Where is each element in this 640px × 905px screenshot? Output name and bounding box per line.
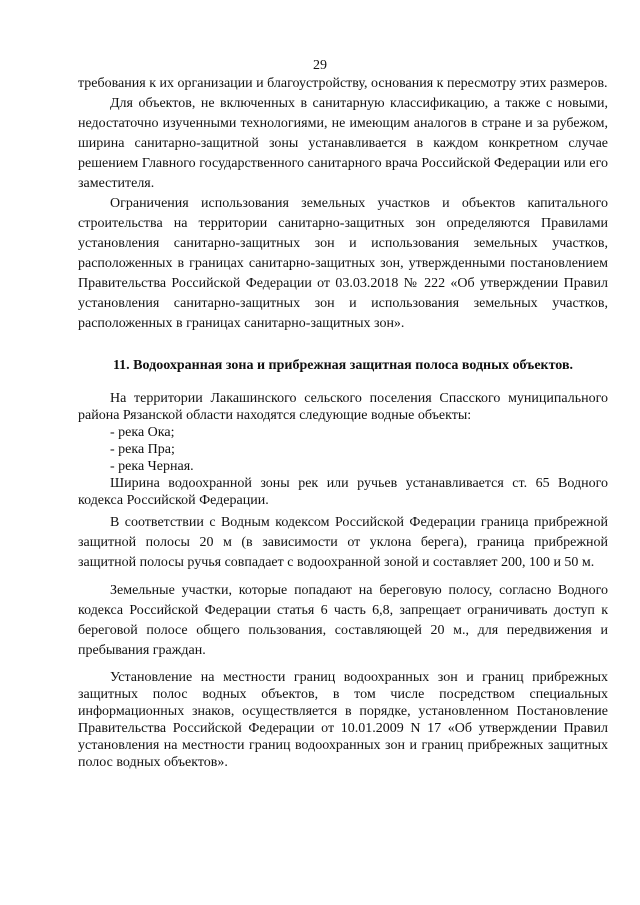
paragraph-unclassified-objects: Для объектов, не включенных в санитарную классификацию, а также с новыми, недостаточно изученными технологиями, не имеющим аналогов в стране и за рубежом, ширина санитарно-защитной зоны устанавливается в каждом конкретном случае решением Главного государственного санитарного врача Российской Федерации или его заместителя. — [78, 96, 608, 191]
paragraph-water-objects-intro: На территории Лакашинского сельского поселения Спасского муниципального района Рязанской области находятся следующие водные объекты: — [78, 391, 608, 423]
paragraph-continuation: требования к их организации и благоустройству, основания к пересмотру этих размеров. — [78, 76, 608, 91]
paragraph-land-use-restrictions: Ограничения использования земельных участков и объектов капитального строительства на территории санитарно-защитных зон определяются Правилами установления санитарно-защитных зон и использования земельных участков, расположенных в границах санитарно-защитных зон, утвержденными постановлением Правительства Российской Федерации от 03.03.2018 № 222 «Об утверждении Правил установления санитарно-защитных зон и использования земельных участков, расположенных в границах санитарно-защитных зон». — [78, 196, 608, 331]
document-body — [78, 74, 608, 771]
list-item: - река Ока; — [110, 425, 175, 440]
water-objects-list — [78, 424, 608, 475]
paragraph-coastal-land: Земельные участки, которые попадают на береговую полосу, согласно Водного кодекса Российской Федерации статья 6 часть 6,8, запрещает ограничивать доступ к береговой полосе общего пользования, составляющей 20 м., для передвижения и пребывания граждан. — [78, 583, 608, 658]
paragraph-boundary-establishment: Установление на местности границ водоохранных зон и границ прибрежных защитных полос водных объектов, в том числе посредством специальных информационных знаков, осуществляется в порядке, установленном Постановление Правительства Российской Федерации от 10.01.2009 N 17 «Об утверждении Правил установления на местности границ водоохранных зон и границ прибрежных защитных полос водных объектов». — [78, 670, 608, 770]
list-item: - река Пра; — [110, 442, 175, 457]
section-heading: 11. Водоохранная зона и прибрежная защитная полоса водных объектов. — [112, 358, 574, 373]
paragraph-protective-strip: В соответствии с Водным кодексом Российской Федерации граница прибрежной защитной полосы 20 м (в зависимости от уклона берега), граница прибрежной защитной полосы ручья совпадает с водоохранной зоной и составляет 200, 100 и 50 м. — [78, 515, 608, 570]
page-number: 29 — [313, 58, 327, 73]
paragraph-zone-width: Ширина водоохранной зоны рек или ручьев устанавливается ст. 65 Водного кодекса Российской Федерации. — [78, 476, 608, 508]
list-item: - река Черная. — [110, 459, 194, 474]
